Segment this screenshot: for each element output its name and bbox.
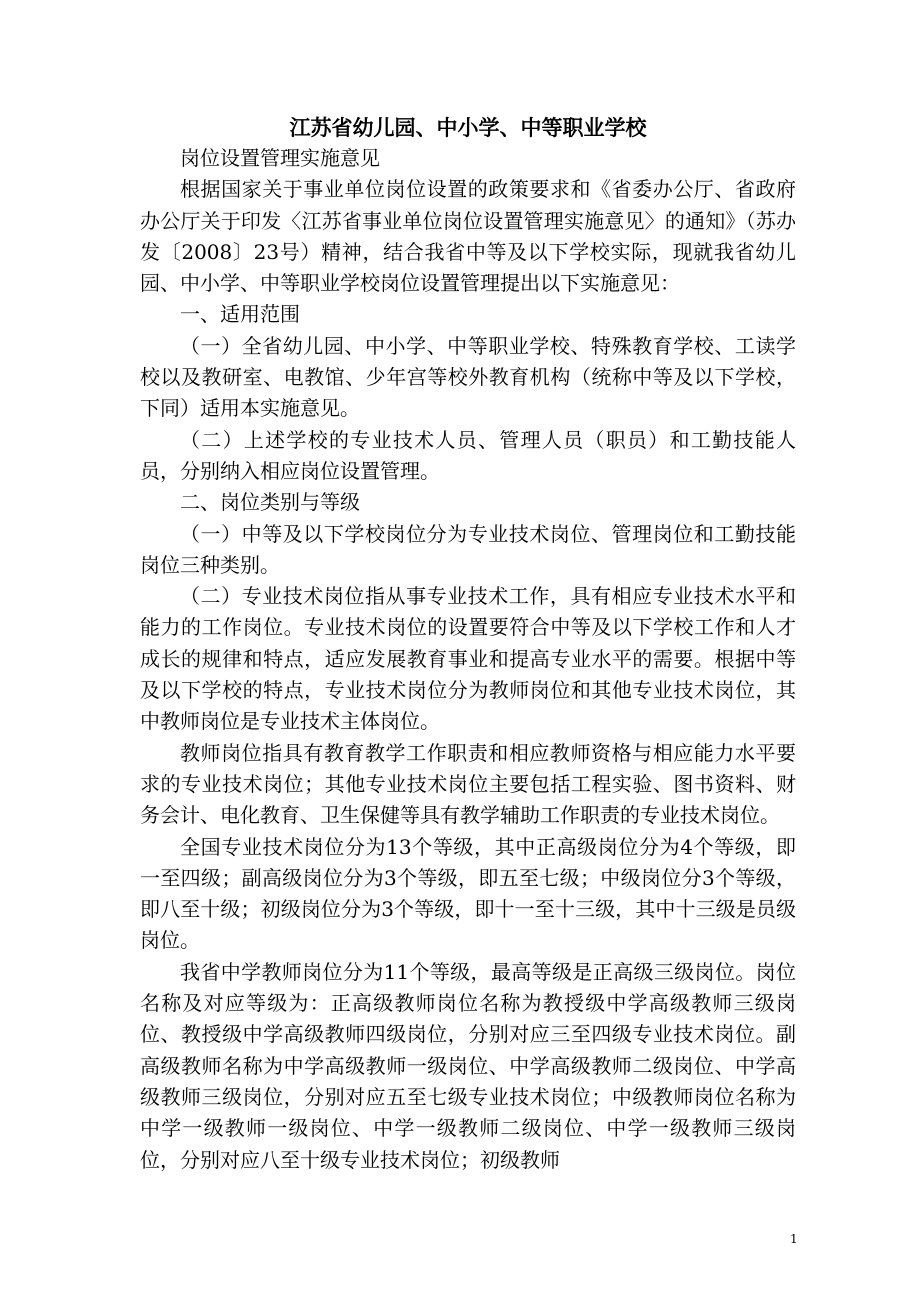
paragraph-province-grades: 我省中学教师岗位分为11个等级，最高等级是正高级三级岗位。岗位名称及对应等级为：正高级教师岗位名称为教授级中学高级教师三级岗位、教授级中学高级教师四级岗位，分别对应三至四级专业技术岗位。副高级教师名称为中学高级教师一级岗位、中学高级教师二级岗位、中学高级教师三级岗位，分别对应五至七级专业技术岗位；中级教师岗位名称为中学一级教师一级岗位、中学一级教师二级岗位、中学一级教师三级岗位，分别对应八至十级专业技术岗位；初级教师 [140, 959, 796, 1172]
paragraph-categories-2: （二）专业技术岗位指从事专业技术工作，具有相应专业技术水平和能力的工作岗位。专业技术岗位的设置要符合中等及以下学校工作和人才成长的规律和特点，适应发展教育事业和提高专业水平的需要。根据中等及以下学校的特点，专业技术岗位分为教师岗位和其他专业技术岗位，其中教师岗位是专业技术主体岗位。 [140, 584, 796, 734]
paragraph-intro: 根据国家关于事业单位岗位设置的政策要求和《省委办公厅、省政府办公厅关于印发〈江苏省事业单位岗位设置管理实施意见〉的通知》（苏办发〔2008〕23号）精神，结合我省中等及以下学校实际，现就我省幼儿园、中小学、中等职业学校岗位设置管理提出以下实施意见： [140, 177, 796, 296]
paragraph-heading-categories: 二、岗位类别与等级 [180, 490, 360, 515]
paragraph-scope-1: （一）全省幼儿园、中小学、中等职业学校、特殊教育学校、工读学校以及教研室、电教馆、少年宫等校外教育机构（统称中等及以下学校，下同）适用本实施意见。 [140, 333, 796, 421]
page-number: 1 [790, 1232, 798, 1246]
paragraph-teacher-posts: 教师岗位指具有教育教学工作职责和相应教师资格与相应能力水平要求的专业技术岗位；其他专业技术岗位主要包括工程实验、图书资料、财务会计、电化教育、卫生保健等具有教学辅助工作职责的专业技术岗位。 [140, 740, 796, 828]
paragraph-categories-1: （一）中等及以下学校岗位分为专业技术岗位、管理岗位和工勤技能岗位三种类别。 [140, 521, 796, 577]
paragraph-scope-2: （二）上述学校的专业技术人员、管理人员（职员）和工勤技能人员，分别纳入相应岗位设置管理。 [140, 427, 796, 483]
paragraph-subtitle: 岗位设置管理实施意见 [180, 146, 380, 170]
document-body [140, 143, 796, 1176]
document-title: 江苏省幼儿园、中小学、中等职业学校 [289, 116, 647, 140]
paragraph-national-grades: 全国专业技术岗位分为13个等级，其中正高级岗位分为4个等级，即一至四级；副高级岗位分为3个等级，即五至七级；中级岗位分3个等级，即八至十级；初级岗位分为3个等级，即十一至十三级，其中十三级是员级岗位。 [140, 834, 796, 953]
paragraph-heading-scope: 一、适用范围 [180, 302, 300, 327]
